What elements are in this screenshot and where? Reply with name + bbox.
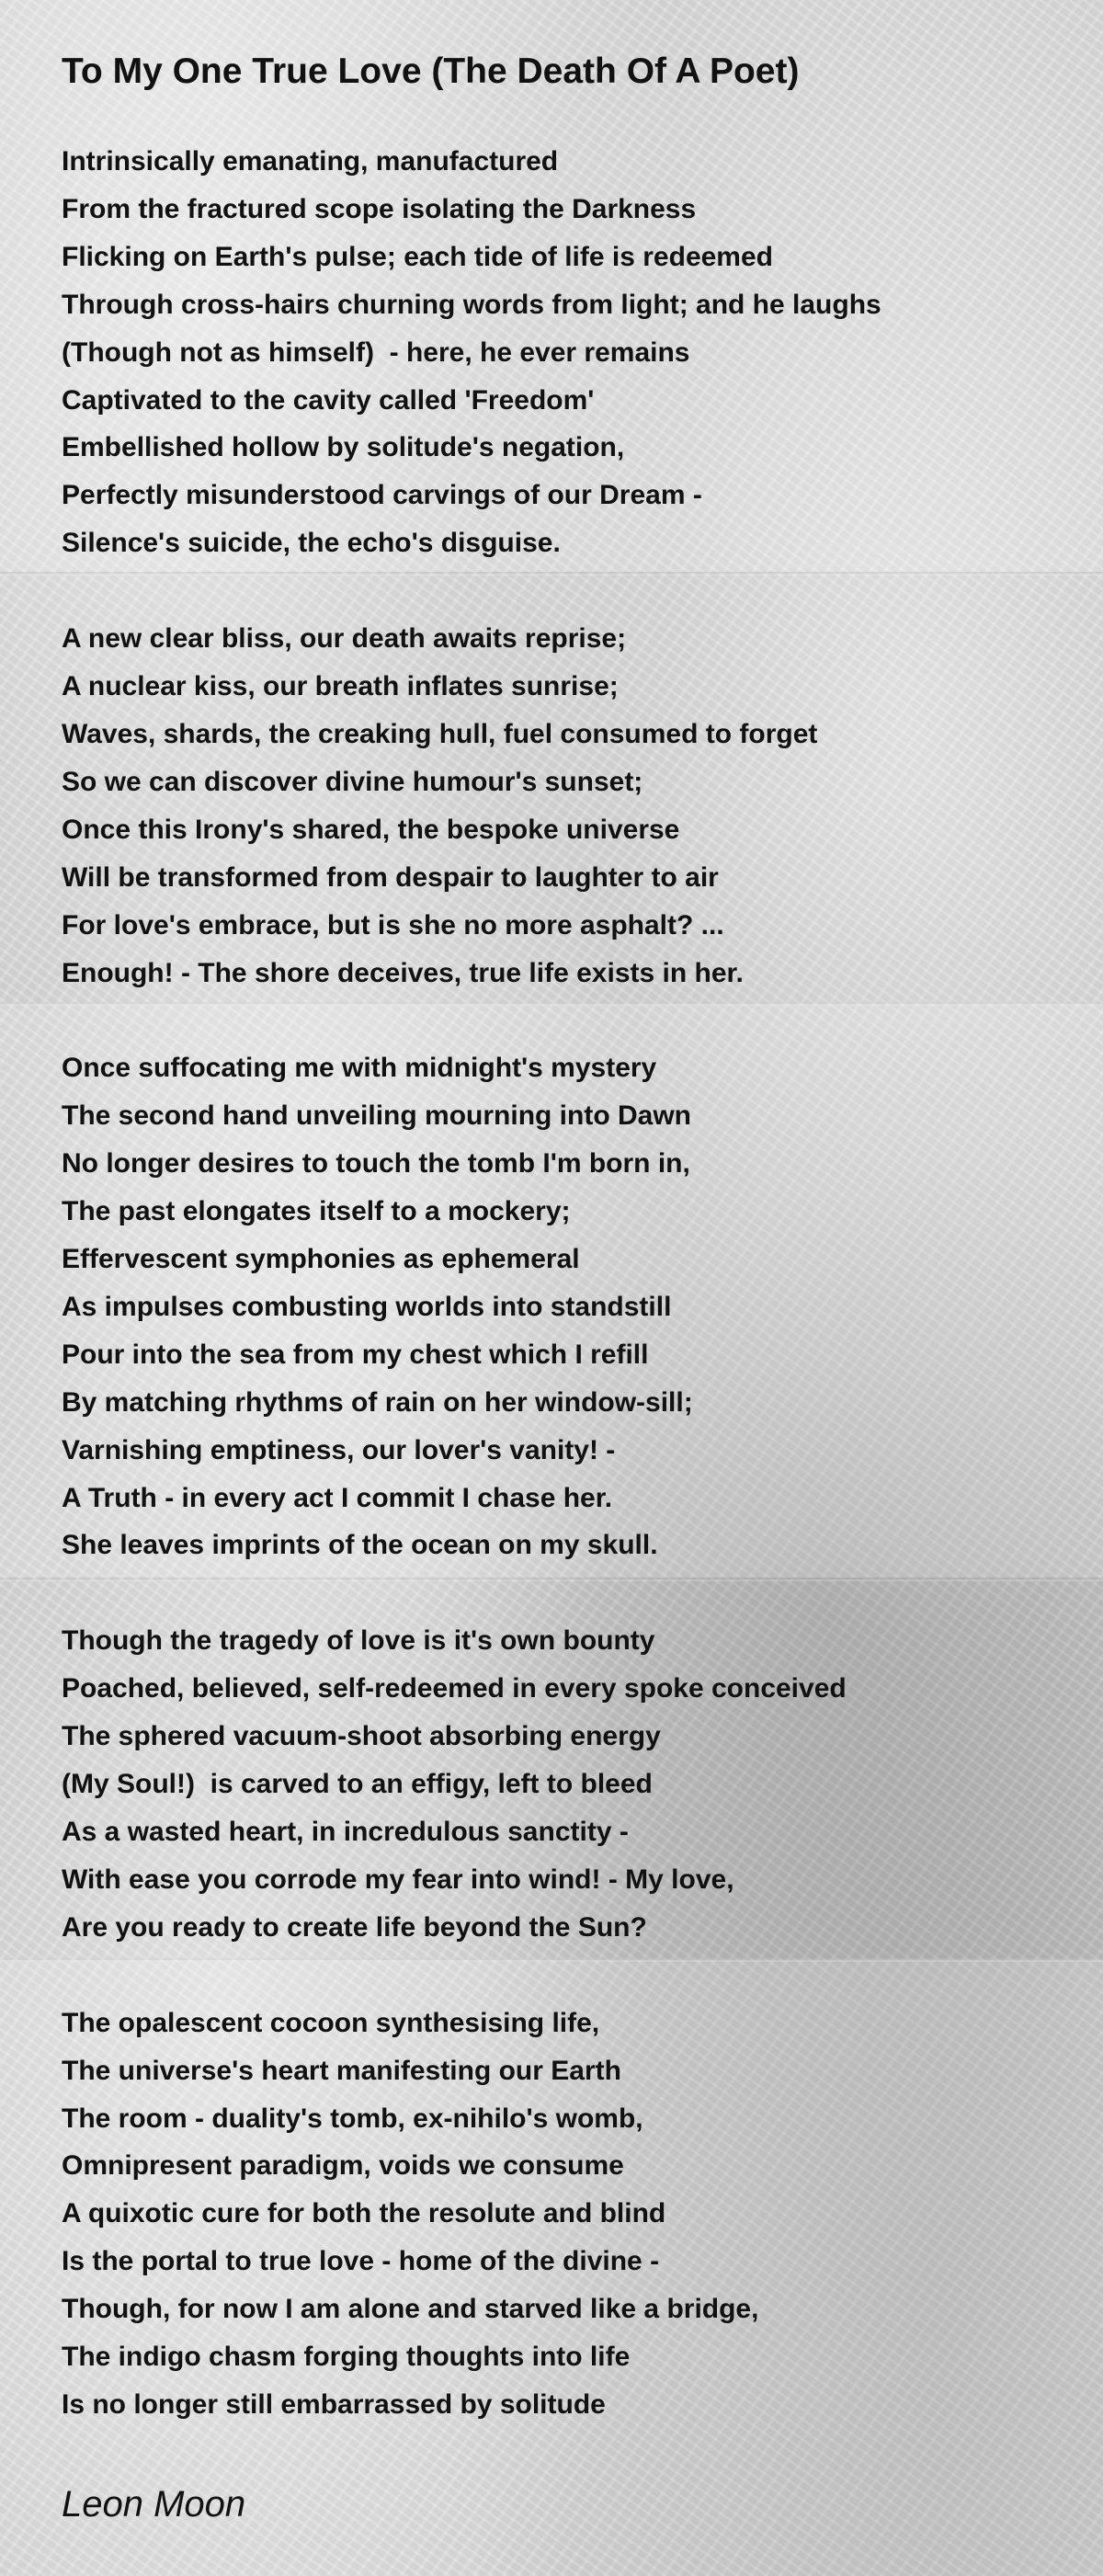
poem-line: Though the tragedy of love is it's own bounty: [62, 1625, 655, 1657]
poem-line: Pour into the sea from my chest which I refill: [62, 1339, 649, 1370]
poem-line: Once this Irony's shared, the bespoke universe: [62, 814, 680, 845]
poem-line: Perfectly misunderstood carvings of our Dream -: [62, 480, 702, 511]
poem-stanza: [62, 138, 1073, 567]
poem-line: The opalescent cocoon synthesising life,: [62, 2007, 600, 2038]
poem-line: A Truth - in every act I commit I chase her.: [62, 1482, 613, 1513]
poem-line: Embellished hollow by solitude's negation,: [62, 432, 625, 463]
poem: [62, 44, 1073, 2532]
poem-line: The indigo chasm forging thoughts into life: [62, 2342, 631, 2373]
poem-line: Though, for now I am alone and starved like a bridge,: [62, 2294, 759, 2325]
poem-line: As impulses combusting worlds into standstill: [62, 1291, 672, 1322]
poem-line: Intrinsically emanating, manufactured: [62, 146, 559, 177]
poem-line: Through cross-hairs churning words from light; and he laughs: [62, 289, 881, 320]
poem-line: (My Soul!) is carved to an effigy, left to bleed: [62, 1769, 653, 1800]
poem-line: The room - duality's tomb, ex-nihilo's womb,: [62, 2103, 643, 2134]
poem-line: Varnishing emptiness, our lover's vanity! -: [62, 1434, 616, 1465]
poem-stanza: [62, 2000, 1073, 2429]
poem-line: From the fractured scope isolating the Darkness: [62, 193, 697, 224]
poem-line: She leaves imprints of the ocean on my skull.: [62, 1530, 658, 1561]
poem-line: The past elongates itself to a mockery;: [62, 1196, 571, 1227]
poem-line: No longer desires to touch the tomb I'm born in,: [62, 1148, 690, 1180]
poem-line: Is the portal to true love - home of the divine -: [62, 2246, 660, 2277]
poem-line: A quixotic cure for both the resolute and blind: [62, 2198, 666, 2229]
poem-line: So we can discover divine humour's sunset;: [62, 766, 643, 797]
poem-line: A new clear bliss, our death awaits reprise;: [62, 623, 627, 655]
poem-line: For love's embrace, but is she no more asphalt? ...: [62, 909, 724, 940]
poem-line: A nuclear kiss, our breath inflates sunrise;: [62, 671, 619, 702]
poem-line: Omnipresent paradigm, voids we consume: [62, 2150, 624, 2182]
poem-line: Are you ready to create life beyond the Sun?: [62, 1911, 647, 1943]
poem-line: Waves, shards, the creaking hull, fuel consumed to forget: [62, 718, 818, 749]
poem-line: The universe's heart manifesting our Earth: [62, 2055, 621, 2086]
poem-stanza: [62, 615, 1073, 997]
poem-line: The second hand unveiling mourning into Dawn: [62, 1100, 692, 1132]
poem-line: Will be transformed from despair to laughter to air: [62, 861, 719, 893]
poem-line: Enough! - The shore deceives, true life exists in her.: [62, 957, 744, 988]
poem-line: Poached, believed, self-redeemed in every spoke conceived: [62, 1673, 847, 1704]
poem-line: Is no longer still embarrassed by solitude: [62, 2388, 606, 2420]
poem-stanza: [62, 1617, 1073, 1951]
poem-line: Captivated to the cavity called 'Freedom': [62, 384, 595, 416]
poem-line: Silence's suicide, the echo's disguise.: [62, 528, 561, 559]
poem-author: Leon Moon: [62, 2483, 246, 2525]
poem-title: To My One True Love (The Death Of A Poet): [62, 51, 800, 91]
poem-line: Once suffocating me with midnight's mystery: [62, 1053, 657, 1084]
poem-stanza: [62, 1044, 1073, 1569]
poem-line: (Though not as himself) - here, he ever remains: [62, 336, 690, 368]
poem-line: Flicking on Earth's pulse; each tide of life is redeemed: [62, 241, 773, 272]
poem-line: As a wasted heart, in incredulous sanctity -: [62, 1817, 629, 1847]
poem-line: By matching rhythms of rain on her window-sill;: [62, 1386, 693, 1418]
poem-line: The sphered vacuum-shoot absorbing energy: [62, 1721, 661, 1752]
poem-line: With ease you corrode my fear into wind! - My love,: [62, 1864, 734, 1895]
poem-line: Effervescent symphonies as ephemeral: [62, 1244, 580, 1275]
poem-body: [62, 138, 1073, 2429]
